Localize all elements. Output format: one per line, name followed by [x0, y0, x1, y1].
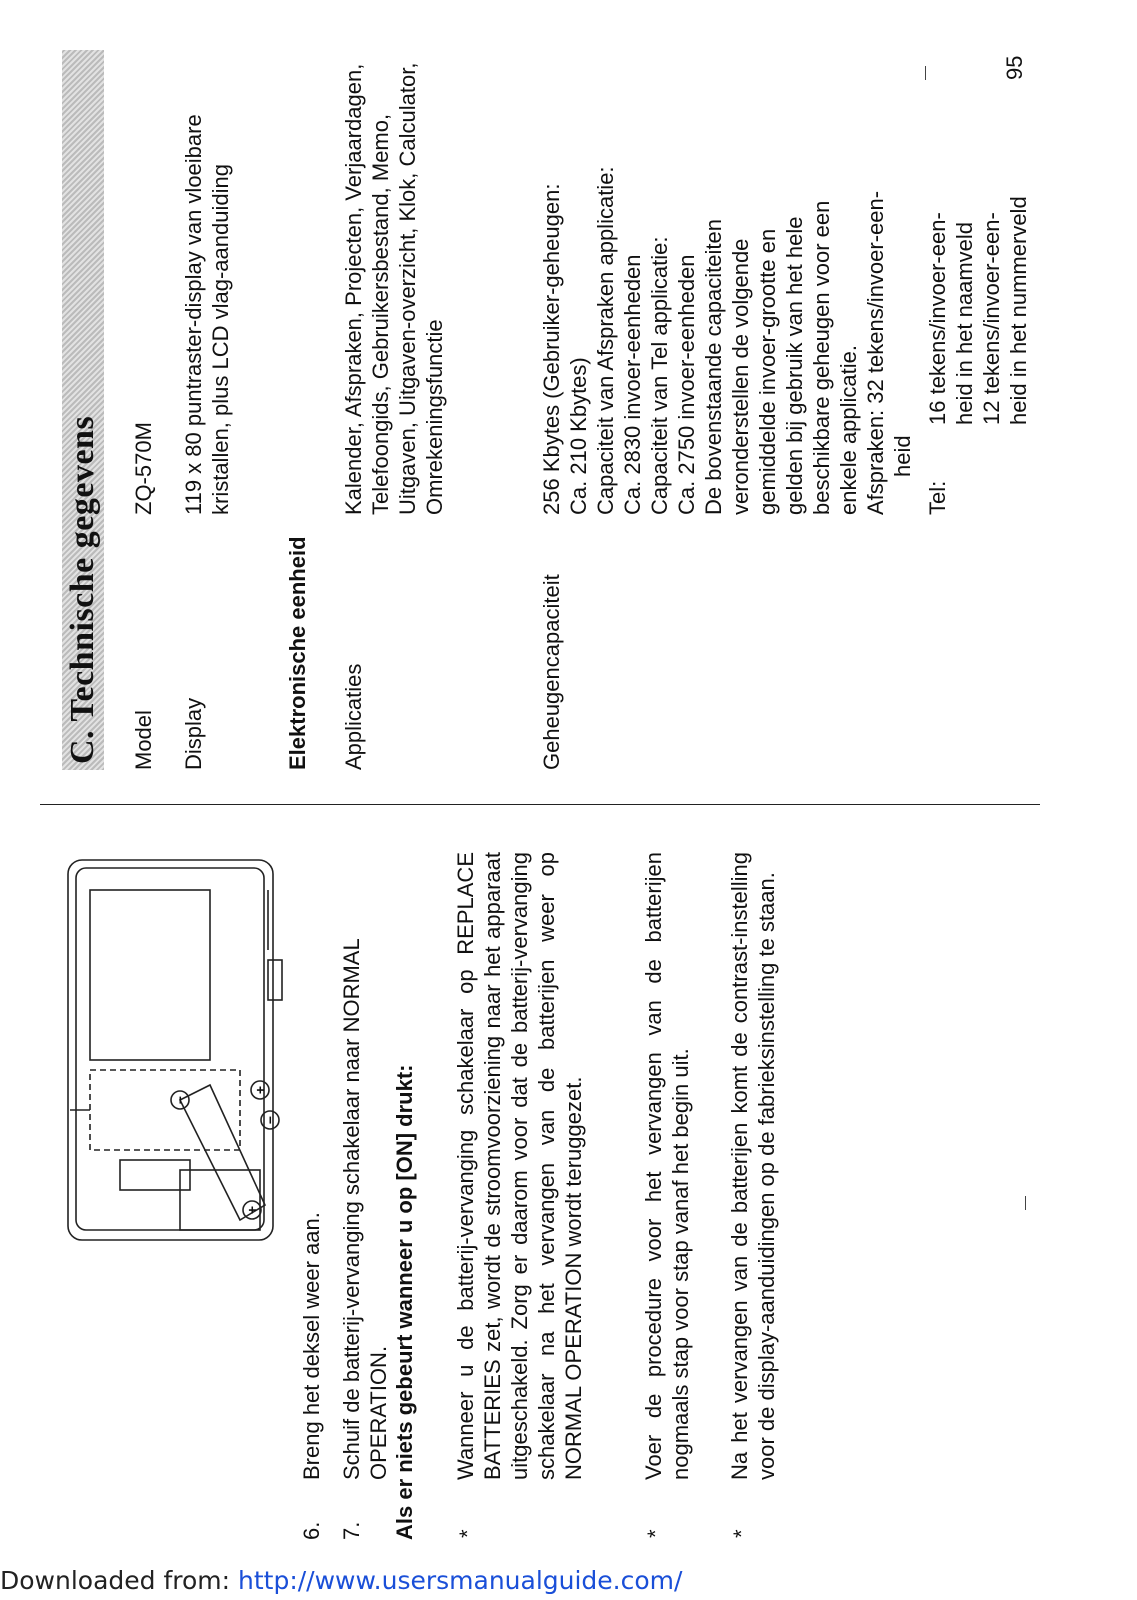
bullet-text: Wanneer u de batterij-vervanging schakelaar op REPLACE BATTERIES zet, wordt de stroomvoorziening naar het apparaat uitgeschakeld. Zorg er daarom voor dat de batterij-vervanging schakelaar na het vervangen van de batterijen weer op NORMAL OPERATION wordt teruggezet.	[453, 852, 586, 1480]
afspraken-row	[862, 45, 889, 515]
bullet-text: Na het vervangen van de batterijen komt de contrast-instelling voor de display-aanduidingen op de fabrieksinstelling te staan.	[727, 852, 779, 1480]
minus-sign: −	[172, 1095, 188, 1105]
memory-line: Capaciteit van Afspraken applicatie:	[593, 166, 618, 515]
tel-value: 12 tekens/invoer-een-	[979, 212, 1004, 425]
memory-line: Ca. 2830 invoer-eenheden	[620, 254, 645, 515]
footer-prefix: Downloaded from:	[0, 1566, 239, 1595]
afspraken-value-cont: heid	[890, 435, 915, 477]
afspraken-row-cont	[889, 45, 916, 515]
memory-line: Capaciteit van Tel applicatie:	[647, 236, 672, 515]
memory-line: beschikbare geheugen voor een	[809, 200, 834, 515]
memory-line: Ca. 210 Kbytes)	[566, 357, 591, 515]
page-title: C. Technische gegevens	[64, 415, 101, 764]
memory-line: Ca. 2750 invoer-eenheden	[674, 254, 699, 515]
tel-value: heid in het nummerveld	[1006, 196, 1031, 425]
divider-line	[40, 804, 1040, 805]
tel-value: heid in het naamveld	[952, 221, 977, 425]
step-number: 6.	[299, 1521, 324, 1540]
memory-line: 256 Kbytes (Gebruiker-geheugen:	[539, 183, 564, 515]
model-value: ZQ-570M	[131, 422, 156, 515]
applications-value: Kalender, Afspraken, Projecten, Verjaardagen, Telefoongids, Gebruikersbestand, Memo, Uitgaven, Uitgaven-overzicht, Klok, Calculator, Omrekeningsfunctie	[341, 62, 447, 515]
rotated-page-sheet	[40, 20, 1040, 1540]
afspraken-key: Afspraken:	[863, 409, 888, 515]
step-text: Schuif de batterij-vervanging schakelaar naar NORMAL OPERATION.	[339, 939, 391, 1480]
tel-row	[951, 45, 978, 515]
tel-row	[1005, 45, 1032, 515]
footer-link[interactable]: http://www.usersmanualguide.com/	[238, 1566, 683, 1595]
memory-line: De bovenstaande capaciteiten	[701, 219, 726, 515]
memory-value	[538, 45, 1032, 515]
left-column	[40, 820, 1040, 1540]
bullet-mark: *	[455, 1529, 480, 1538]
memory-line: enkele applicatie.	[836, 344, 861, 515]
plus-sign: +	[252, 1085, 268, 1095]
download-footer	[0, 1566, 682, 1595]
margin-mark	[925, 66, 926, 80]
section-heading: Elektronische eenheid	[285, 536, 310, 770]
right-column	[40, 40, 1040, 770]
display-value: 119 x 80 puntraster-display van vloeibare kristallen, plus LCD vlag-aanduiding	[181, 114, 233, 515]
bullet-mark: *	[643, 1529, 668, 1538]
tel-row	[924, 45, 951, 515]
troubleshoot-heading: Als er niets gebeurt wanneer u op [ON] drukt:	[392, 1064, 417, 1540]
tel-row	[978, 45, 1005, 515]
step-text: Breng het deksel weer aan.	[299, 1212, 324, 1480]
margin-mark	[1025, 1196, 1026, 1210]
plus-sign: +	[244, 1205, 260, 1215]
memory-line: veronderstellen de volgende	[728, 238, 753, 515]
memory-line: gemiddelde invoer-grootte en	[755, 228, 780, 515]
battery-compartment-illustration	[60, 850, 290, 1250]
afspraken-value: 32 tekens/invoer-een-	[863, 190, 888, 404]
model-label: Model	[131, 710, 156, 770]
tel-value: 16 tekens/invoer-een-	[925, 212, 950, 425]
bullet-mark: *	[729, 1529, 754, 1538]
applications-label: Applicaties	[341, 663, 366, 770]
tel-key: Tel:	[925, 480, 950, 515]
page-number: 95	[1002, 55, 1027, 80]
display-label: Display	[181, 697, 206, 770]
minus-sign: −	[262, 1115, 278, 1125]
bullet-text: Voer de procedure voor het vervangen van de batterijen nogmaals stap voor stap vanaf het begin uit.	[641, 852, 693, 1480]
memory-line: gelden bij gebruik van het hele	[782, 216, 807, 515]
step-number: 7.	[339, 1521, 364, 1540]
memory-label: Geheugencapaciteit	[539, 574, 564, 770]
